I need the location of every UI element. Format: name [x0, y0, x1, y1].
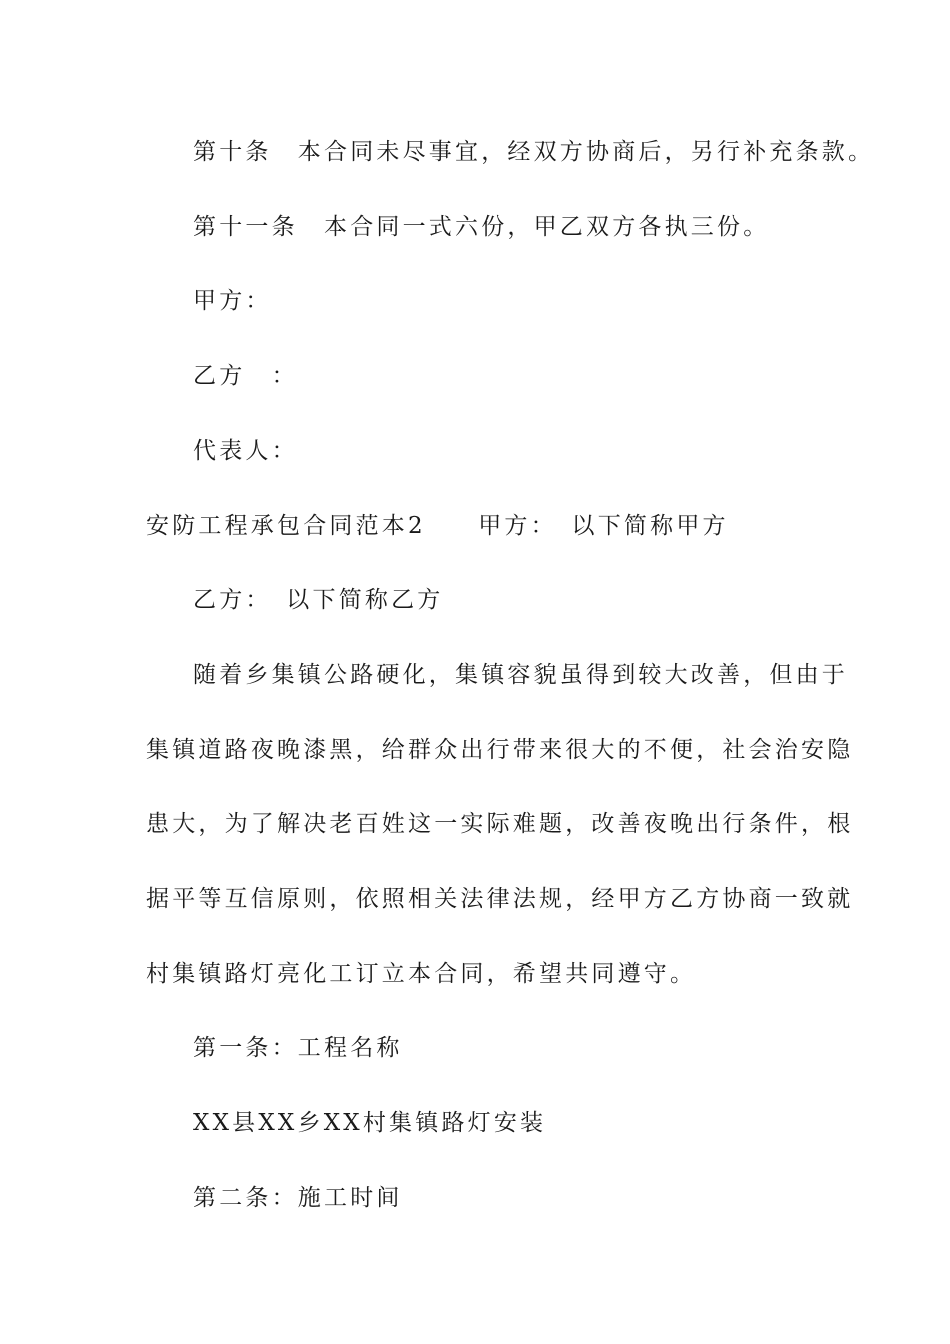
body-paragraph-line-5: 村集镇路灯亮化工订立本合同，希望共同遵守。	[146, 961, 697, 987]
representative-line: 代表人：	[193, 438, 298, 464]
article-1-heading: 第一条：工程名称	[193, 1035, 403, 1061]
project-name-line: XX县XX乡XX村集镇路灯安装	[193, 1110, 547, 1136]
article-11-line: 第十一条 本合同一式六份，甲乙双方各执三份。	[193, 214, 770, 240]
body-paragraph-line-1: 随着乡集镇公路硬化，集镇容貌虽得到较大改善，但由于	[193, 662, 848, 688]
party-b-definition-line: 乙方： 以下简称乙方	[193, 587, 444, 613]
body-paragraph-line-2: 集镇道路夜晚漆黑，给群众出行带来很大的不便，社会治安隐	[146, 737, 854, 763]
article-10-line: 第十条 本合同未尽事宜，经双方协商后，另行补充条款。	[193, 139, 875, 165]
body-paragraph-line-4: 据平等互信原则，依照相关法律法规，经甲方乙方协商一致就	[146, 886, 854, 912]
party-b-signature-line: 乙方 ：	[193, 363, 298, 389]
article-2-heading: 第二条：施工时间	[193, 1185, 403, 1211]
party-a-signature-line: 甲方：	[193, 288, 272, 314]
body-paragraph-line-3: 患大，为了解决老百姓这一实际难题，改善夜晚出行条件，根	[146, 811, 854, 837]
contract-2-title-line: 安防工程承包合同范本2 甲方： 以下简称甲方	[146, 513, 729, 539]
